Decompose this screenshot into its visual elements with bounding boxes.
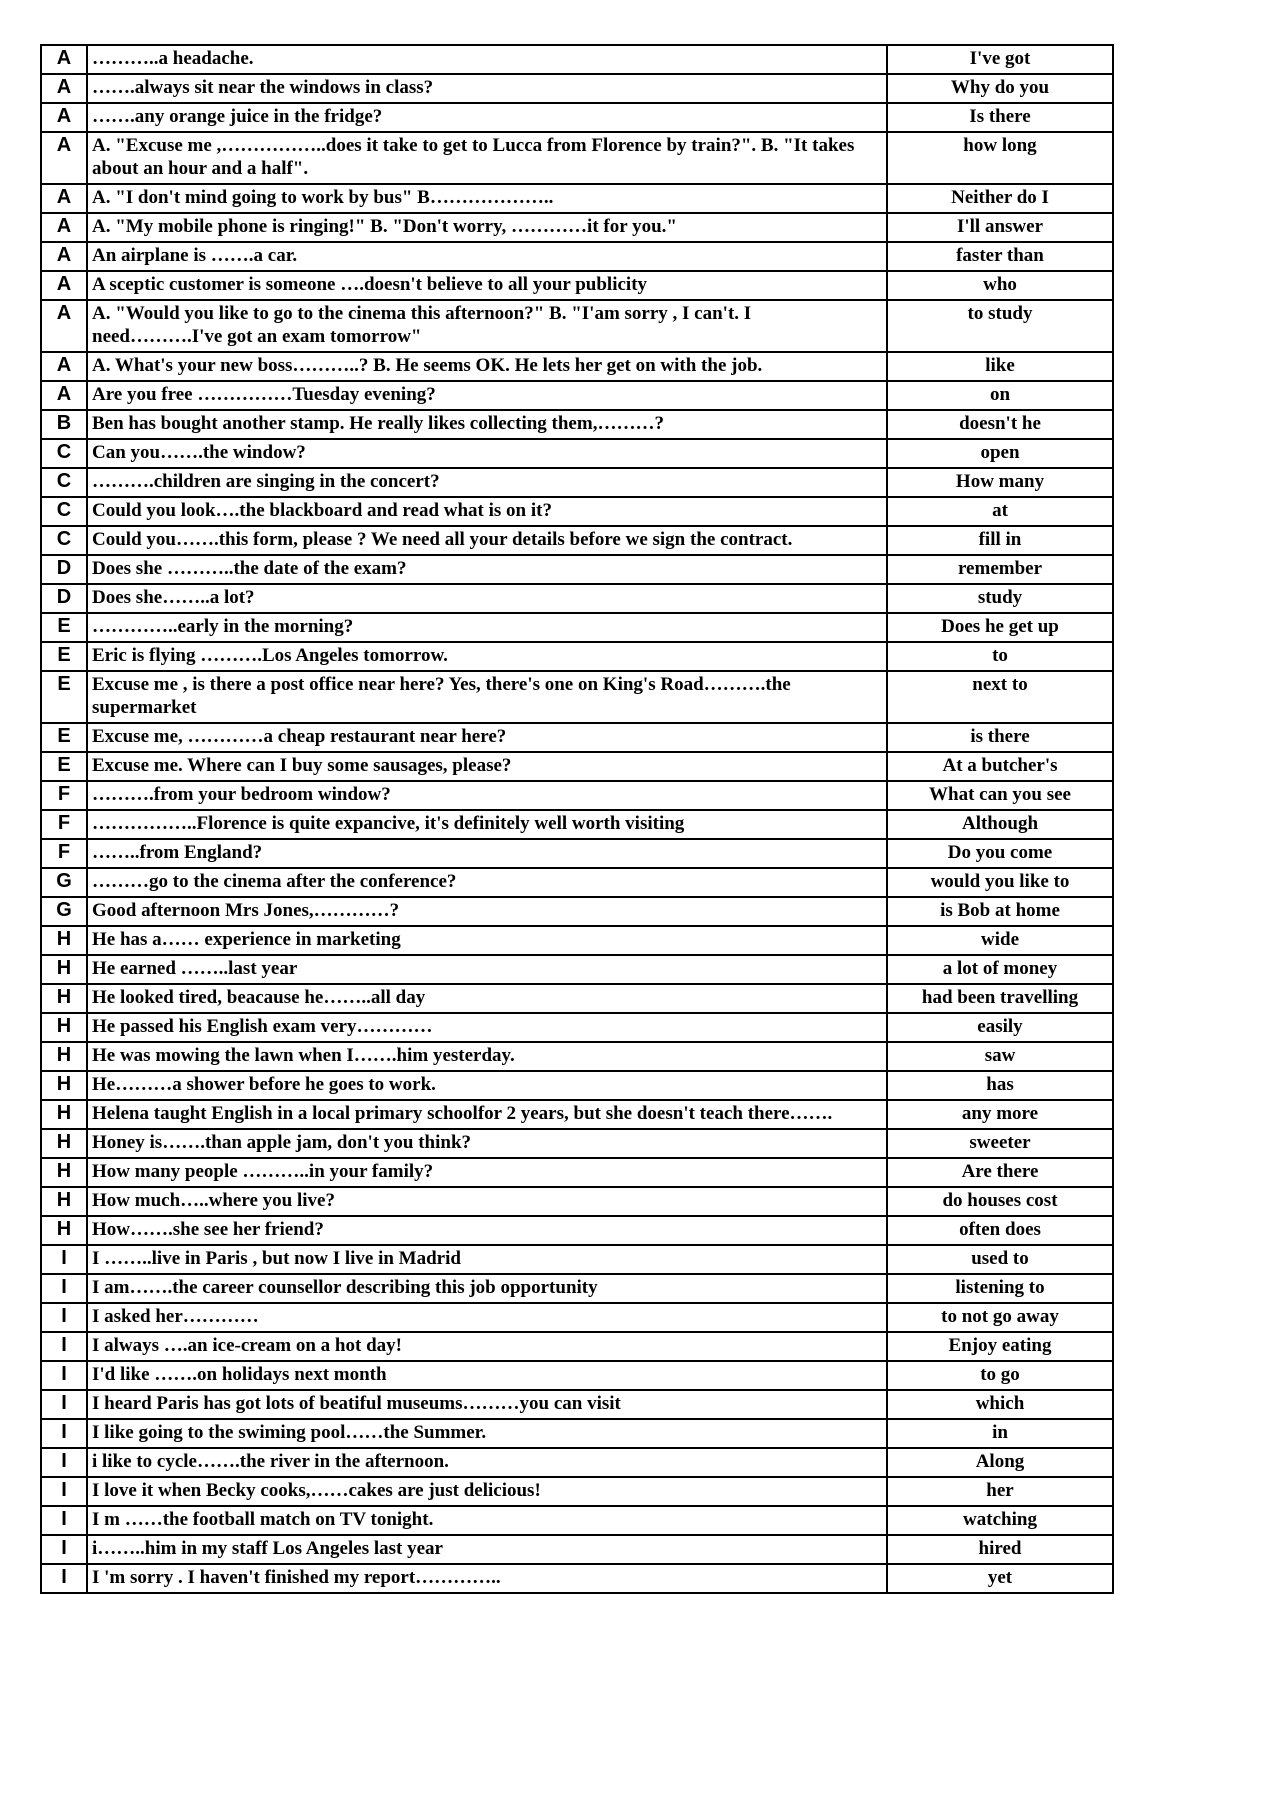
- row-letter: A: [41, 300, 87, 352]
- row-question: i like to cycle…….the river in the afternoon.: [87, 1448, 887, 1477]
- row-letter: F: [41, 781, 87, 810]
- row-letter: H: [41, 1216, 87, 1245]
- row-letter: A: [41, 45, 87, 74]
- row-question: I am…….the career counsellor describing this job opportunity: [87, 1274, 887, 1303]
- row-letter: B: [41, 410, 87, 439]
- table-row: [41, 584, 1113, 613]
- row-letter: E: [41, 671, 87, 723]
- row-answer: Although: [887, 810, 1113, 839]
- row-answer: hired: [887, 1535, 1113, 1564]
- row-question: I asked her…………: [87, 1303, 887, 1332]
- row-answer: any more: [887, 1100, 1113, 1129]
- row-letter: E: [41, 752, 87, 781]
- row-letter: C: [41, 526, 87, 555]
- table-row: [41, 1535, 1113, 1564]
- row-letter: H: [41, 1158, 87, 1187]
- row-letter: A: [41, 103, 87, 132]
- row-letter: H: [41, 1100, 87, 1129]
- table-row: [41, 352, 1113, 381]
- table-row: [41, 74, 1113, 103]
- row-question: Helena taught English in a local primary schoolfor 2 years, but she doesn't teach there…….: [87, 1100, 887, 1129]
- row-question: He was mowing the lawn when I…….him yesterday.: [87, 1042, 887, 1071]
- table-row: [41, 184, 1113, 213]
- row-letter: E: [41, 642, 87, 671]
- row-answer: would you like to: [887, 868, 1113, 897]
- table-row: [41, 1390, 1113, 1419]
- row-letter: I: [41, 1303, 87, 1332]
- row-letter: A: [41, 271, 87, 300]
- table-row: [41, 926, 1113, 955]
- row-answer: Do you come: [887, 839, 1113, 868]
- row-answer: study: [887, 584, 1113, 613]
- table-row: [41, 132, 1113, 184]
- row-question: I'd like …….on holidays next month: [87, 1361, 887, 1390]
- row-letter: H: [41, 955, 87, 984]
- row-question: A. What's your new boss………..? B. He seems OK. He lets her get on with the job.: [87, 352, 887, 381]
- table-row: [41, 1100, 1113, 1129]
- table-row: [41, 781, 1113, 810]
- row-answer: had been travelling: [887, 984, 1113, 1013]
- row-letter: A: [41, 242, 87, 271]
- row-question: ………go to the cinema after the conference?: [87, 868, 887, 897]
- table-row: [41, 1245, 1113, 1274]
- row-letter: I: [41, 1448, 87, 1477]
- row-question: …….any orange juice in the fridge?: [87, 103, 887, 132]
- row-question: A. "I don't mind going to work by bus" B………………..: [87, 184, 887, 213]
- row-answer: I'll answer: [887, 213, 1113, 242]
- row-answer: has: [887, 1071, 1113, 1100]
- row-letter: H: [41, 984, 87, 1013]
- row-answer: doesn't he: [887, 410, 1113, 439]
- row-letter: H: [41, 1013, 87, 1042]
- row-letter: H: [41, 1187, 87, 1216]
- row-question: …………..early in the morning?: [87, 613, 887, 642]
- row-answer: How many: [887, 468, 1113, 497]
- row-answer: saw: [887, 1042, 1113, 1071]
- table-row: [41, 1448, 1113, 1477]
- row-answer: to not go away: [887, 1303, 1113, 1332]
- table-row: [41, 497, 1113, 526]
- row-question: He passed his English exam very…………: [87, 1013, 887, 1042]
- table-row: [41, 45, 1113, 74]
- table-row: [41, 1303, 1113, 1332]
- row-letter: H: [41, 1071, 87, 1100]
- table-row: [41, 526, 1113, 555]
- row-question: Eric is flying ……….Los Angeles tomorrow.: [87, 642, 887, 671]
- row-answer: sweeter: [887, 1129, 1113, 1158]
- row-answer: used to: [887, 1245, 1113, 1274]
- table-row: [41, 1187, 1113, 1216]
- table-row: [41, 242, 1113, 271]
- table-row: [41, 642, 1113, 671]
- row-letter: D: [41, 584, 87, 613]
- row-answer: at: [887, 497, 1113, 526]
- row-question: How many people ………..in your family?: [87, 1158, 887, 1187]
- row-letter: I: [41, 1535, 87, 1564]
- table-row: [41, 300, 1113, 352]
- row-question: Excuse me , is there a post office near here? Yes, there's one on King's Road……….the supermarket: [87, 671, 887, 723]
- row-answer: Enjoy eating: [887, 1332, 1113, 1361]
- row-answer: is Bob at home: [887, 897, 1113, 926]
- row-letter: I: [41, 1332, 87, 1361]
- table-row: [41, 897, 1113, 926]
- table-row: [41, 1361, 1113, 1390]
- row-question: A. "Would you like to go to the cinema this afternoon?" B. "I'am sorry , I can't. I need……….I've got an exam tomorrow": [87, 300, 887, 352]
- row-letter: C: [41, 468, 87, 497]
- row-letter: I: [41, 1477, 87, 1506]
- row-answer: in: [887, 1419, 1113, 1448]
- row-answer: Is there: [887, 103, 1113, 132]
- row-answer: easily: [887, 1013, 1113, 1042]
- table-row: [41, 1129, 1113, 1158]
- row-letter: I: [41, 1390, 87, 1419]
- table-row: [41, 671, 1113, 723]
- row-letter: C: [41, 439, 87, 468]
- row-answer: like: [887, 352, 1113, 381]
- table-row: [41, 1564, 1113, 1593]
- row-question: How…….she see her friend?: [87, 1216, 887, 1245]
- row-question: How much…..where you live?: [87, 1187, 887, 1216]
- row-question: I always ….an ice-cream on a hot day!: [87, 1332, 887, 1361]
- row-letter: A: [41, 132, 87, 184]
- row-answer: Does he get up: [887, 613, 1113, 642]
- row-answer: yet: [887, 1564, 1113, 1593]
- row-answer: open: [887, 439, 1113, 468]
- table-row: [41, 439, 1113, 468]
- table-row: [41, 410, 1113, 439]
- row-question: I ……..live in Paris , but now I live in Madrid: [87, 1245, 887, 1274]
- row-letter: I: [41, 1564, 87, 1593]
- row-answer: wide: [887, 926, 1113, 955]
- row-letter: E: [41, 723, 87, 752]
- row-question: I love it when Becky cooks,……cakes are just delicious!: [87, 1477, 887, 1506]
- table-row: [41, 955, 1113, 984]
- row-question: I heard Paris has got lots of beatiful museums………you can visit: [87, 1390, 887, 1419]
- row-letter: I: [41, 1506, 87, 1535]
- row-answer: is there: [887, 723, 1113, 752]
- table-row: [41, 1158, 1113, 1187]
- row-question: A sceptic customer is someone ….doesn't believe to all your publicity: [87, 271, 887, 300]
- row-answer: Why do you: [887, 74, 1113, 103]
- row-answer: remember: [887, 555, 1113, 584]
- row-answer: often does: [887, 1216, 1113, 1245]
- quiz-table-body: [41, 45, 1113, 1593]
- row-letter: D: [41, 555, 87, 584]
- table-row: [41, 1071, 1113, 1100]
- row-letter: F: [41, 810, 87, 839]
- table-row: [41, 1216, 1113, 1245]
- row-letter: H: [41, 1129, 87, 1158]
- row-letter: A: [41, 213, 87, 242]
- row-answer: watching: [887, 1506, 1113, 1535]
- row-answer: to: [887, 642, 1113, 671]
- table-row: [41, 103, 1113, 132]
- table-row: [41, 868, 1113, 897]
- row-letter: H: [41, 926, 87, 955]
- table-row: [41, 752, 1113, 781]
- row-question: ………..a headache.: [87, 45, 887, 74]
- row-answer: to study: [887, 300, 1113, 352]
- row-question: Are you free ……………Tuesday evening?: [87, 381, 887, 410]
- table-row: [41, 839, 1113, 868]
- table-row: [41, 1419, 1113, 1448]
- table-row: [41, 1477, 1113, 1506]
- row-letter: A: [41, 352, 87, 381]
- row-question: He has a…… experience in marketing: [87, 926, 887, 955]
- row-question: Does she……..a lot?: [87, 584, 887, 613]
- row-letter: I: [41, 1274, 87, 1303]
- row-letter: I: [41, 1419, 87, 1448]
- row-question: Ben has bought another stamp. He really likes collecting them,………?: [87, 410, 887, 439]
- row-answer: listening to: [887, 1274, 1113, 1303]
- row-letter: A: [41, 381, 87, 410]
- row-answer: What can you see: [887, 781, 1113, 810]
- row-question: ……..from England?: [87, 839, 887, 868]
- row-answer: next to: [887, 671, 1113, 723]
- table-row: [41, 555, 1113, 584]
- row-question: I like going to the swiming pool……the Summer.: [87, 1419, 887, 1448]
- row-question: …….always sit near the windows in class?: [87, 74, 887, 103]
- row-letter: H: [41, 1042, 87, 1071]
- table-row: [41, 381, 1113, 410]
- table-row: [41, 1506, 1113, 1535]
- row-question: A. "My mobile phone is ringing!" B. "Don't worry, …………it for you.": [87, 213, 887, 242]
- row-answer: fill in: [887, 526, 1113, 555]
- row-answer: how long: [887, 132, 1113, 184]
- row-answer: which: [887, 1390, 1113, 1419]
- row-answer: who: [887, 271, 1113, 300]
- table-row: [41, 810, 1113, 839]
- row-question: Good afternoon Mrs Jones,…………?: [87, 897, 887, 926]
- row-answer: do houses cost: [887, 1187, 1113, 1216]
- table-row: [41, 213, 1113, 242]
- row-question: He looked tired, beacause he……..all day: [87, 984, 887, 1013]
- table-row: [41, 1013, 1113, 1042]
- row-question: Can you…….the window?: [87, 439, 887, 468]
- row-question: i……..him in my staff Los Angeles last year: [87, 1535, 887, 1564]
- row-answer: I've got: [887, 45, 1113, 74]
- row-question: Excuse me, …………a cheap restaurant near here?: [87, 723, 887, 752]
- row-question: ……….from your bedroom window?: [87, 781, 887, 810]
- row-letter: F: [41, 839, 87, 868]
- row-question: A. "Excuse me ,……………..does it take to get to Lucca from Florence by train?". B. "It takes about an hour and a half".: [87, 132, 887, 184]
- table-row: [41, 723, 1113, 752]
- row-question: Does she ………..the date of the exam?: [87, 555, 887, 584]
- row-answer: to go: [887, 1361, 1113, 1390]
- table-row: [41, 1332, 1113, 1361]
- row-answer: Along: [887, 1448, 1113, 1477]
- row-question: He earned ……..last year: [87, 955, 887, 984]
- row-question: I 'm sorry . I haven't finished my report…………..: [87, 1564, 887, 1593]
- row-answer: on: [887, 381, 1113, 410]
- row-letter: I: [41, 1245, 87, 1274]
- table-row: [41, 613, 1113, 642]
- row-letter: G: [41, 897, 87, 926]
- row-question: Honey is…….than apple jam, don't you think?: [87, 1129, 887, 1158]
- row-answer: her: [887, 1477, 1113, 1506]
- row-question: I m ……the football match on TV tonight.: [87, 1506, 887, 1535]
- row-letter: A: [41, 74, 87, 103]
- row-question: Could you look….the blackboard and read what is on it?: [87, 497, 887, 526]
- quiz-table: [40, 44, 1114, 1594]
- row-question: Could you…….this form, please ? We need all your details before we sign the contract.: [87, 526, 887, 555]
- row-answer: Neither do I: [887, 184, 1113, 213]
- row-question: He………a shower before he goes to work.: [87, 1071, 887, 1100]
- row-answer: Are there: [887, 1158, 1113, 1187]
- row-letter: G: [41, 868, 87, 897]
- row-letter: A: [41, 184, 87, 213]
- table-row: [41, 468, 1113, 497]
- row-letter: C: [41, 497, 87, 526]
- row-answer: At a butcher's: [887, 752, 1113, 781]
- row-answer: faster than: [887, 242, 1113, 271]
- row-letter: I: [41, 1361, 87, 1390]
- row-letter: E: [41, 613, 87, 642]
- table-row: [41, 1042, 1113, 1071]
- row-question: ……………..Florence is quite expancive, it's definitely well worth visiting: [87, 810, 887, 839]
- row-question: ……….children are singing in the concert?: [87, 468, 887, 497]
- table-row: [41, 984, 1113, 1013]
- row-question: Excuse me. Where can I buy some sausages, please?: [87, 752, 887, 781]
- table-row: [41, 1274, 1113, 1303]
- row-question: An airplane is …….a car.: [87, 242, 887, 271]
- table-row: [41, 271, 1113, 300]
- row-answer: a lot of money: [887, 955, 1113, 984]
